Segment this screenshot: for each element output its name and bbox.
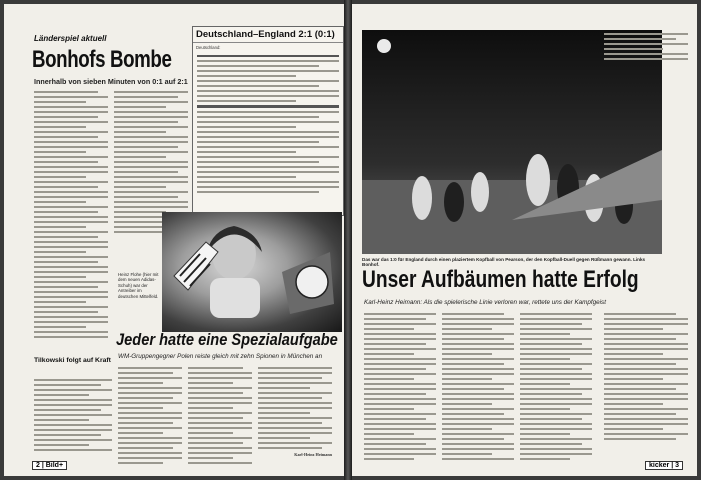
article-column-1 (34, 88, 108, 338)
player-photo (162, 212, 342, 332)
photo-caption-left: Heinz Flohe (hier mit dem neuen Adidas-Schuh) war der Antreiber im deutschen Mittelfeld. (118, 272, 159, 299)
sidebar-text (34, 376, 112, 451)
right-column-1 (364, 310, 436, 460)
score-box-title: Deutschland–England 2:1 (0:1) (193, 27, 343, 43)
article-column-4 (188, 364, 252, 464)
right-column-4 (604, 30, 688, 60)
section-kicker: Länderspiel aktuell (34, 34, 107, 43)
page-number-left: 2 | Bild+ (32, 461, 67, 470)
match-scene (362, 30, 662, 254)
right-headline: Unser Aufbäumen hatte Erfolg (362, 266, 639, 293)
right-page (352, 4, 697, 476)
right-column-3 (520, 310, 592, 460)
right-column-2 (442, 310, 514, 460)
secondary-subheadline: WM-Gruppengegner Polen reiste gleich mit zehn Spionen in München an (118, 353, 323, 360)
article-column-5 (258, 364, 332, 457)
left-page (4, 4, 344, 476)
page-gutter (344, 0, 352, 480)
photo-caption-right: Das war das 1:0 für England durch einen plaziertem Kopfball von Pearson, der den Kopfball-Duell gegen Rüßmann gewann. Links Bonhof. (362, 257, 646, 267)
secondary-headline: Jeder hatte eine Spezialaufgabe (116, 330, 338, 349)
right-byline: Karl-Heinz Heimann: Als die spielerische Linie verloren war, rettete uns der Kampfgeist (364, 299, 606, 306)
author-signature: Karl-Heinz Heimann (294, 452, 332, 457)
sidebar-headline: Tilkowski folgt auf Kraft (34, 357, 111, 364)
main-subheadline: Innerhalb von sieben Minuten von 0:1 auf 2:1 (34, 77, 188, 86)
lineup-details (193, 50, 343, 195)
page-number-right: kicker | 3 (645, 461, 683, 470)
main-headline: Bonhofs Bombe (32, 46, 172, 73)
article-column-3 (118, 364, 182, 464)
score-box-label: Deutschland: (196, 45, 221, 50)
match-photo (362, 30, 662, 254)
lineup-box (192, 26, 344, 216)
right-column-5 (604, 310, 688, 440)
player-illustration (162, 212, 342, 332)
